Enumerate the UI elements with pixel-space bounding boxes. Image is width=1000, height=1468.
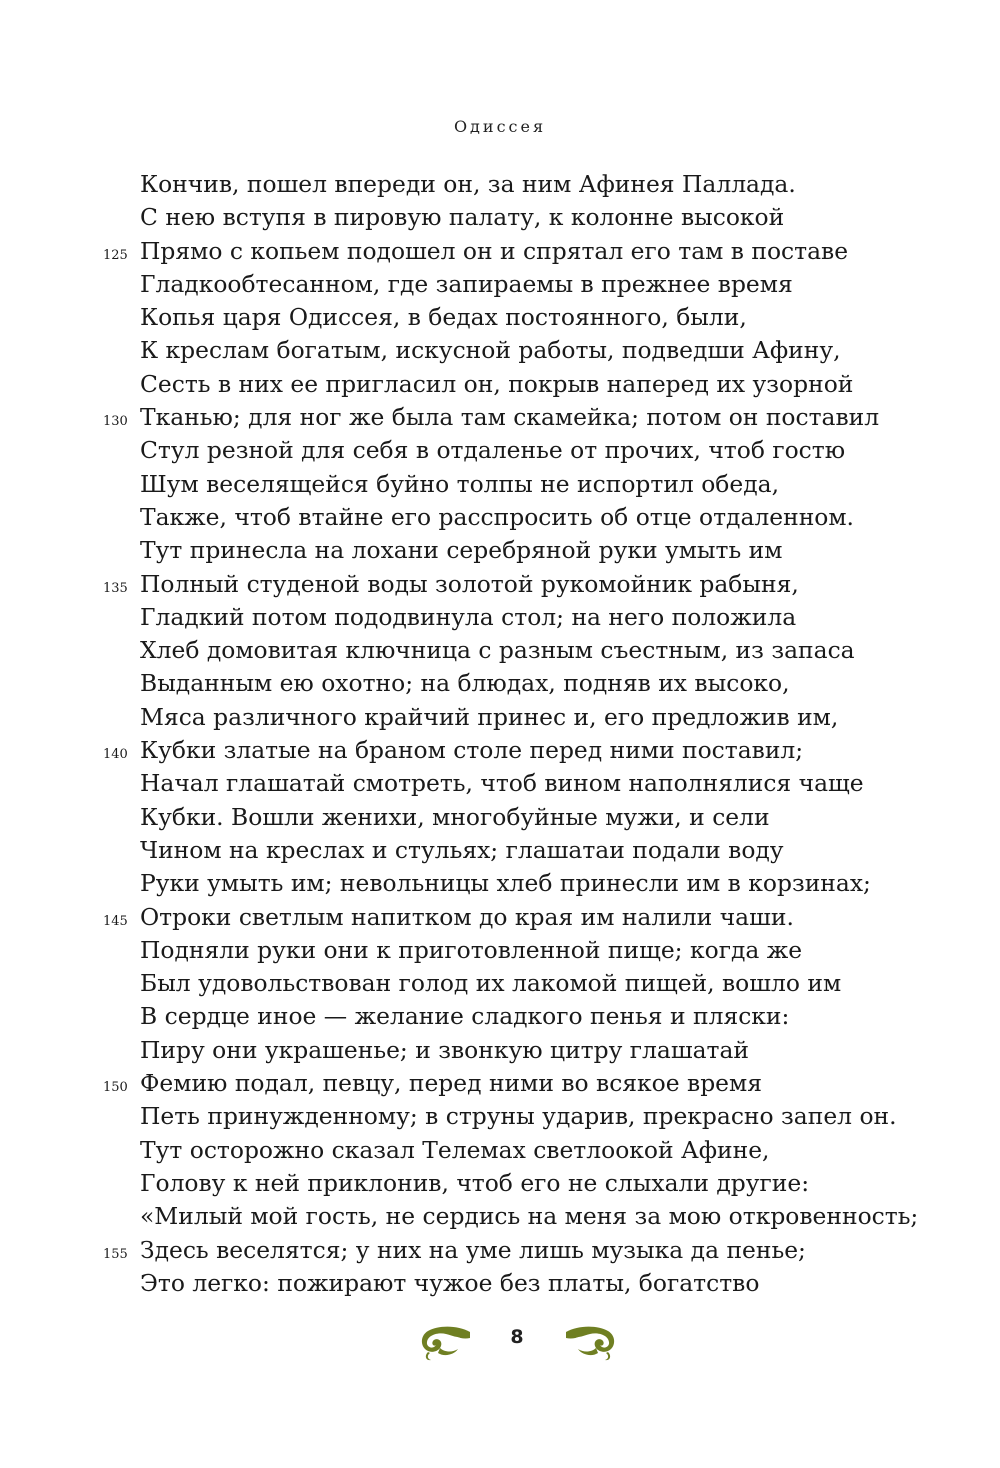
verse-text: Тут осторожно сказал Телемах светлоокой Афине, [140, 1135, 770, 1164]
verse-line [0, 1267, 1000, 1300]
verse-text: Здесь веселятся; у них на уме лишь музыка да пенье; [140, 1235, 806, 1264]
verse-text: Полный студеной воды золотой рукомойник рабыня, [140, 569, 799, 598]
verse-text: Стул резной для себя в отдаленье от прочих, чтоб гостю [140, 436, 846, 465]
verse-line [0, 334, 1000, 367]
verse-text: Кончив, пошел впереди он, за ним Афинея Паллада. [140, 170, 796, 198]
verse-line [0, 434, 1000, 467]
verse-line [0, 501, 1000, 534]
verse-text: Шум веселящейся буйно толпы не испортил обеда, [140, 469, 780, 498]
verse-text: Был удовольствован голод их лакомой пищей, вошло им [140, 969, 842, 998]
verse-text: Чином на креслах и стульях; глашатаи подали воду [140, 835, 784, 864]
ornament-left-icon [418, 1322, 472, 1362]
verse-text: Кубки. Вошли женихи, многобуйные мужи, и сели [140, 802, 770, 831]
page-number: 8 [510, 1326, 524, 1348]
line-number: 140 [103, 747, 128, 763]
verse-line [0, 468, 1000, 501]
verse-line [0, 1134, 1000, 1167]
verse-line [0, 201, 1000, 234]
verse-text: С нею вступя в пировую палату, к колонне высокой [140, 203, 785, 232]
verse-line [0, 767, 1000, 800]
verse-text: Пиру они украшенье; и звонкую цитру глашатай [140, 1035, 750, 1064]
verse-text: Копья царя Одиссея, в бедах постоянного, были, [140, 303, 747, 332]
line-number: 155 [103, 1246, 128, 1262]
verse-line [0, 268, 1000, 301]
verse-line [0, 734, 1000, 767]
verse-line [0, 368, 1000, 401]
verse-text: Начал глашатай смотреть, чтоб вином наполнялися чаще [140, 769, 864, 798]
page-footer [0, 1322, 1000, 1362]
verse-line [0, 701, 1000, 734]
verse-line [0, 801, 1000, 834]
verse-text: В сердце иное — желание сладкого пенья и пляски: [140, 1002, 790, 1031]
verse-text: Подняли руки они к приготовленной пище; когда же [140, 935, 803, 964]
verse-line [0, 901, 1000, 934]
verse-line [0, 235, 1000, 268]
verse-line [0, 1000, 1000, 1033]
verse-line [0, 934, 1000, 967]
verse-line [0, 634, 1000, 667]
verse-text: Это легко: пожирают чужое без платы, богатство [140, 1268, 760, 1297]
running-header: Одиссея [453, 117, 547, 136]
verse-text: Выданным ею охотно; на блюдах, подняв их высоко, [140, 669, 790, 698]
verse-line [0, 967, 1000, 1000]
verse-line [0, 1234, 1000, 1267]
verse-text: Хлеб домовитая ключница с разным съестным, из запаса [140, 636, 855, 665]
verse-line [0, 1167, 1000, 1200]
verse-text: Гладкообтесанном, где запираемы в прежнее время [140, 269, 793, 298]
verse-line [0, 534, 1000, 567]
verse-line [0, 1100, 1000, 1133]
line-number: 150 [103, 1080, 128, 1096]
verse-text: Гладкий потом пододвинула стол; на него положила [140, 602, 797, 631]
verse-line [0, 568, 1000, 601]
verse-text: К креслам богатым, искусной работы, подведши Афину, [140, 336, 841, 365]
verse-text: Мяса различного крайчий принес и, его предложив им, [140, 702, 839, 731]
verse-line [0, 401, 1000, 434]
verse-text: Сесть в них ее пригласил он, покрыв наперед их узорной [140, 369, 854, 398]
line-number: 130 [103, 414, 128, 430]
verse-line [0, 1200, 1000, 1233]
verse-line [0, 1034, 1000, 1067]
line-number: 135 [103, 580, 128, 596]
line-number: 125 [103, 247, 128, 263]
verse-line [0, 1067, 1000, 1100]
verse-line [0, 834, 1000, 867]
verse-text: Фемию подал, певцу, перед ними во всякое время [140, 1069, 762, 1098]
verse-text: Отроки светлым напитком до края им налили чаши. [140, 902, 794, 931]
verse-line [0, 301, 1000, 334]
line-number: 145 [103, 913, 128, 929]
verse-text: Руки умыть им; невольницы хлеб принесли им в корзинах; [140, 869, 871, 898]
verse-line [0, 601, 1000, 634]
verse-text: Также, чтоб втайне его расспросить об отце отдаленном. [140, 502, 854, 531]
verse-text: Кубки златые на браном столе перед ними поставил; [140, 736, 804, 765]
verse-line [0, 168, 1000, 201]
poem-body [0, 168, 1000, 1300]
verse-text: Прямо с копьем подошел он и спрятал его там в поставе [140, 236, 849, 265]
verse-text: Голову к ней приклонив, чтоб его не слыхали другие: [140, 1168, 810, 1197]
verse-line [0, 867, 1000, 900]
verse-line [0, 667, 1000, 700]
verse-text: «Милый мой гость, не сердись на меня за мою откровенность; [140, 1202, 919, 1231]
verse-text: Тканью; для ног же была там скамейка; потом он поставил [140, 403, 880, 432]
verse-text: Петь принужденному; в струны ударив, прекрасно запел он. [140, 1102, 897, 1131]
verse-text: Тут принесла на лохани серебряной руки умыть им [140, 536, 783, 565]
ornament-right-icon [564, 1322, 618, 1362]
